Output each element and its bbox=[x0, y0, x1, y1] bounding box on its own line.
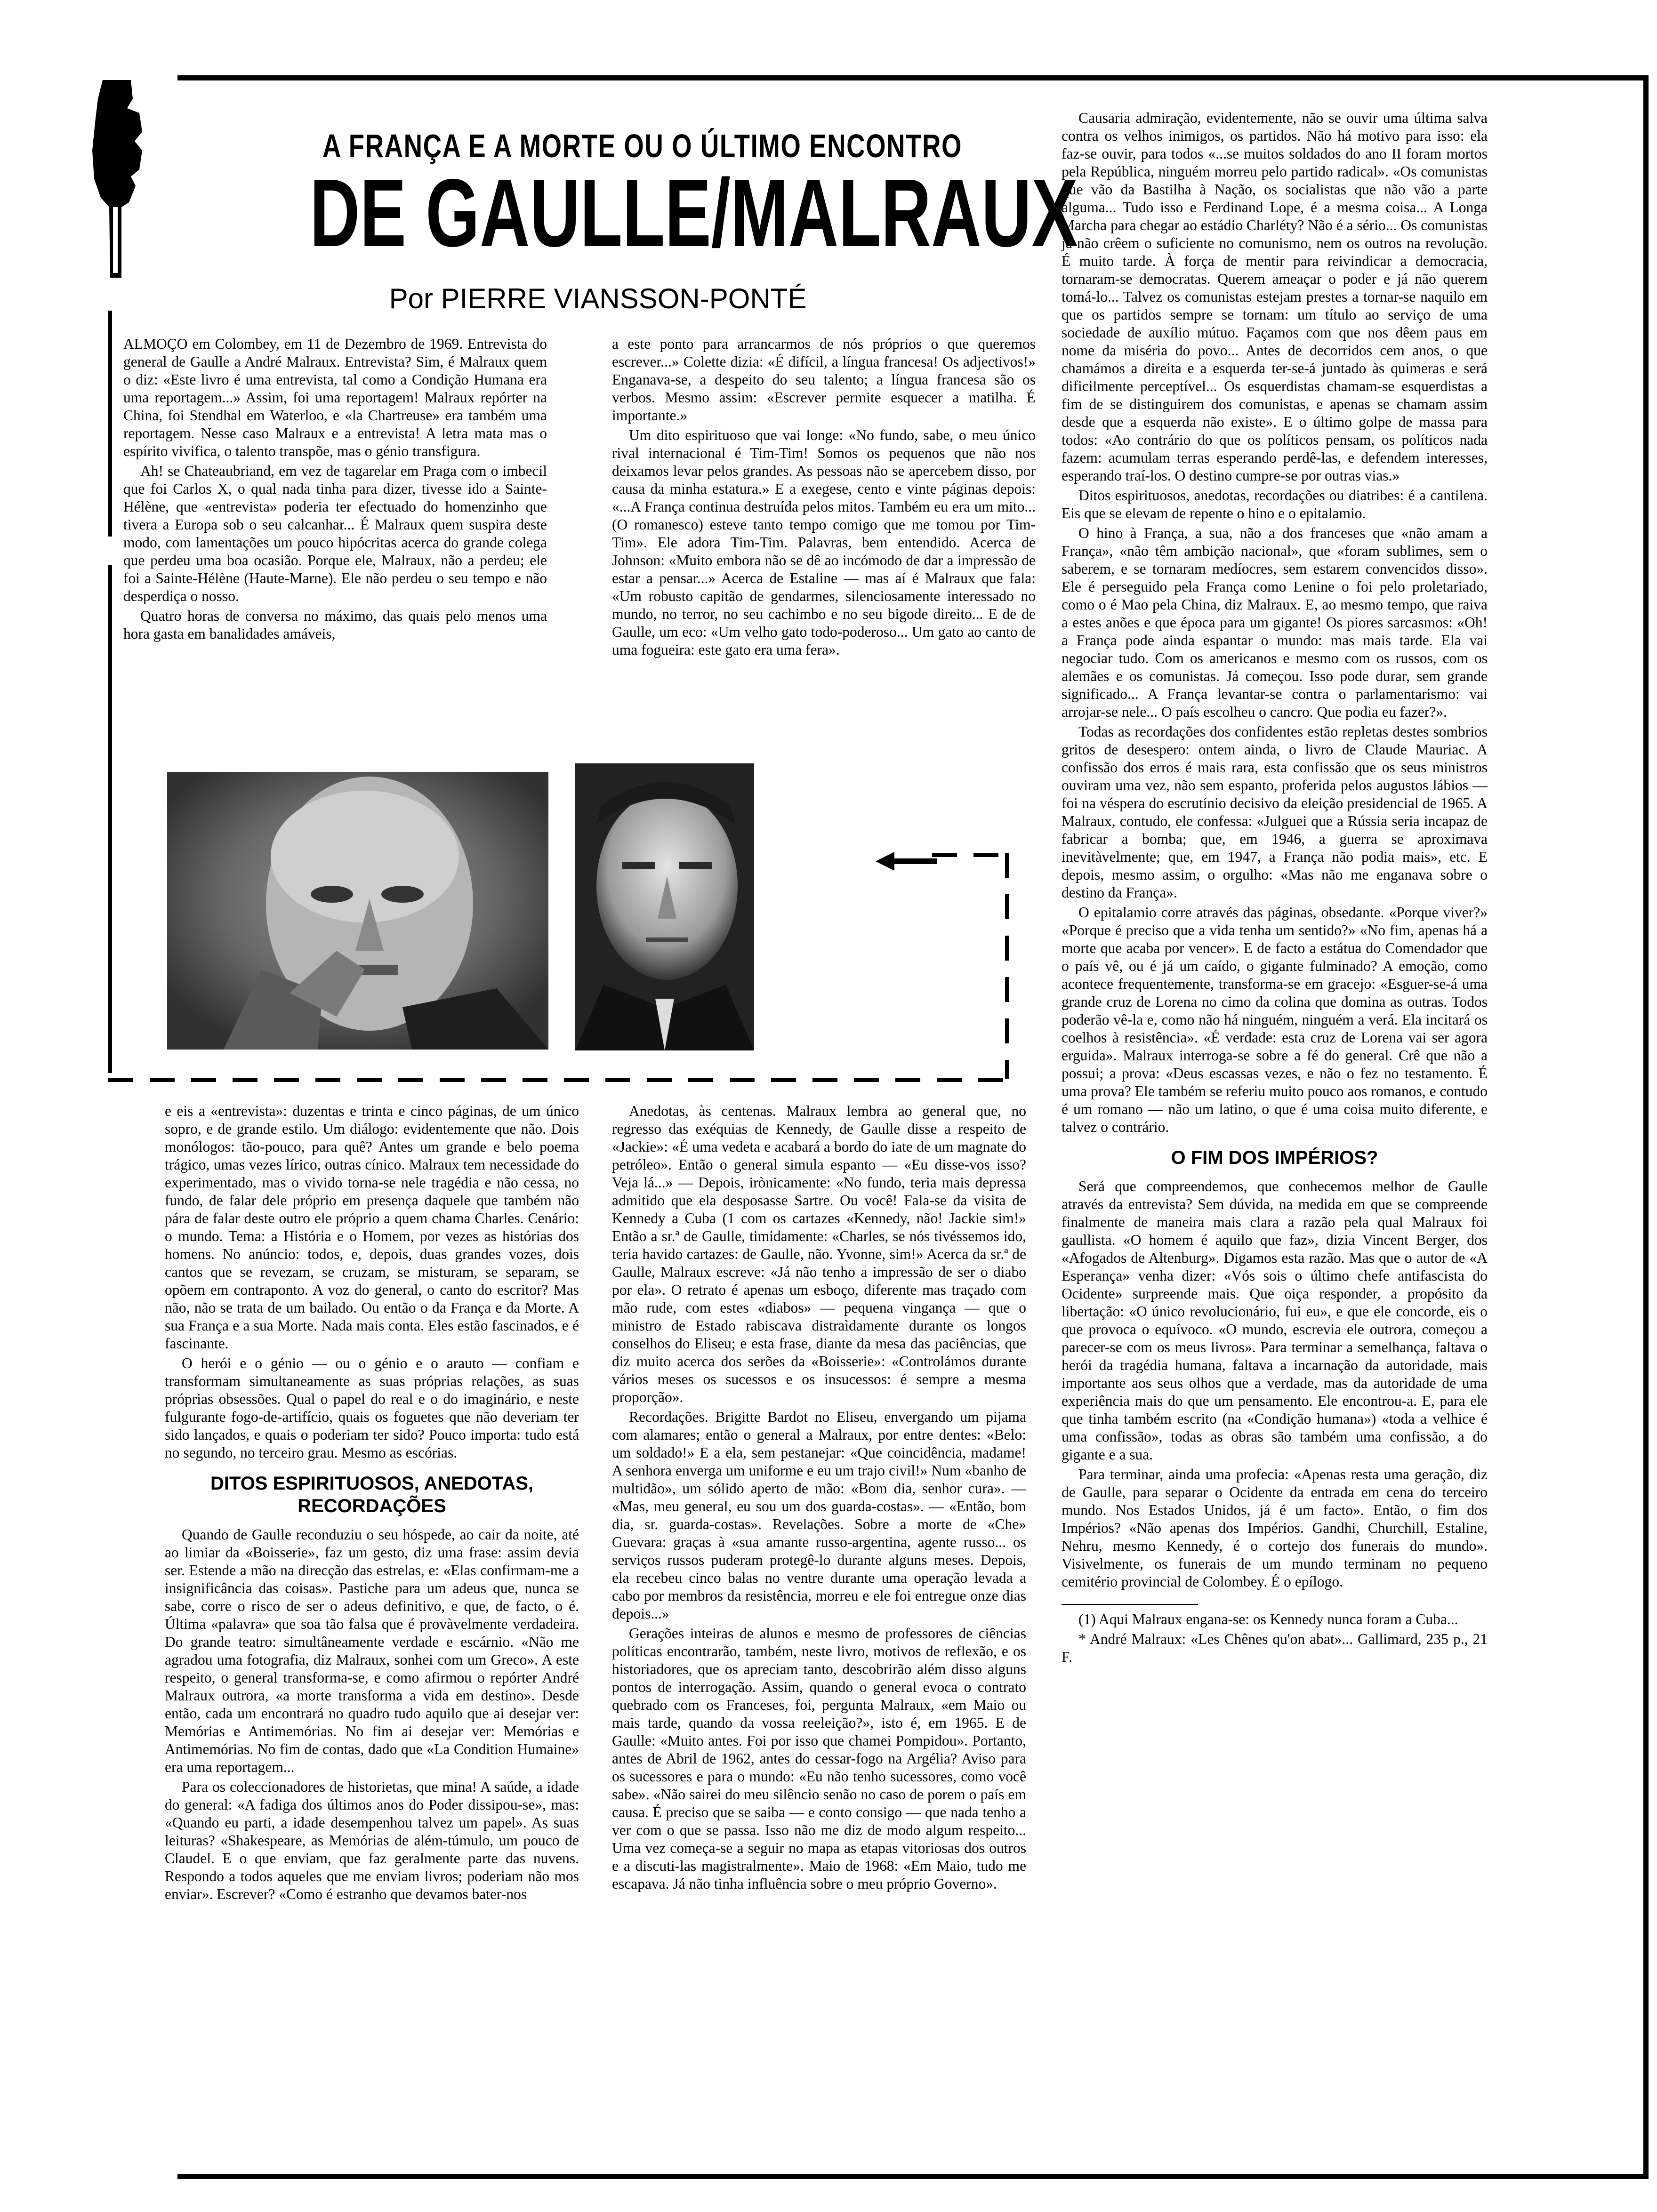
headline-title: DE GAULLE/MALRAUX bbox=[310, 159, 1078, 267]
article-paragraph: O herói e o génio — ou o génio e o arauto — confiam e transformam simultaneamente as suas próprias relações, as suas próprias obsessões. Qual o papel do real e o do imaginário, e neste fulgurante fogo-de-artifício, quais os foguetes que não deveriam ter sido lançados, e quais o poderiam ter sido? Pouco importa: tudo está no segundo, no terceiro grau. Mesmo as escórias. bbox=[165, 1355, 579, 1461]
article-paragraph: Será que compreendemos, que conhecemos melhor de Gaulle através da entrevista? Sem dúvida, na medida em que se compreende finalmente de maneira mais clara a razão pela qual Malraux foi gaullista. «O homem é aquilo que faz», dizia Vincent Berger, dos «Afogados de Altenburg». Digamos esta razão. Mas que o autor de «A Esperança» venha dizer: «Vós sois o último chefe antifascista do Ocidente» surpreende mais. Que oiça responder, a propósito da libertação: «O único revolucionário, fui eu», e que ele concorde, eis o que provoca o equívoco. «O mundo, escrevia ele outrora, começou a parecer-se com os meus livros». Para terminar a semelhança, faltava o herói da tragédia humana, faltava a incarnação da autoridade, mais importante aos seus olhos que a verdade, mas da autoridade de uma experiência mais do que um pensamento. Ele encontrou-a. E, para ele que tinha também escrito (na «Condição humana») «toda a velhice é uma confissão», todas as obras são também uma confissão, a do gigante e a sua. bbox=[1062, 1178, 1488, 1463]
left-margin-bar bbox=[108, 565, 112, 1073]
article-paragraph: e eis a «entrevista»: duzentas e trinta e cinco páginas, de um único sopro, e de grande estilo. Um diálogo: evidentemente que não. Dois monólogos: tão-pouco, para quê? Antes um grande e belo poema trágico, umas vezes lírico, outras cínico. Malraux tem necessidade do experimentado, mas o vivido torna-se nele tragédia e não cessa, no fundo, de falar dele próprio em presença daquele que também não pára de falar deste outro ele próprio a quem chama Charles. Cenário: o mundo. Tema: a História e o Homem, por vezes as histórias dos homens. No anúncio: todos, e, depois, duas grandes vozes, dois cantos que se revezam, se cruzam, se misturam, se separam, se opõem em contraponto. A voz do general, o canto do escritor? Mas não, não se trata de um bailado. Ou então o da França e da Morte. A sua França e a sua Morte. Nada mais conta. Eles estão fascinados, e é fascinante. bbox=[165, 1103, 579, 1352]
dashed-frame-bottom bbox=[108, 1078, 1009, 1082]
article-column-2-top bbox=[612, 335, 1036, 661]
article-paragraph: Gerações inteiras de alunos e mesmo de professores de ciências políticas encontrarão, também, neste livro, motivos de reflexão, e os historiadores, que os apreciam tanto, descobrirão além disso alguns pontos de interrogação. Assim, quando o general evoca o contrato quebrado com os Franceses, foi, pergunta Malraux, «em Maio ou mais tarde, quando da vossa reeleição?», isto é, em 1965. E de Gaulle: «Muito antes. Foi por isso que chamei Pompidou». Portanto, antes de Abril de 1962, antes do cessar-fogo na Argélia? Aviso para os sucessores e para o mundo: «Eu não tenho sucessores, como você sabe». «Não sairei do meu silêncio senão no caso de porem o país em causa. É preciso que se saiba — e conto consigo — que nada tenho a ver com o que se passa. Isso não me diz de modo algum respeito... Uma vez começa-se a seguir no mapa as etapas vitoriosas dos outros e a discuti-las magistralmente». Maio de 1968: «Em Maio, tudo me escapava. Já não tinha influência sobre o meu próprio Governo». bbox=[612, 1625, 1026, 1892]
article-paragraph: Todas as recordações dos confidentes estão repletas destes sombrios gritos de desespero: ontem ainda, o livro de Claude Mauriac. A confissão dos erros é mais rara, esta confissão que os seus ministros ouviram uma vez, não sem espanto, proferida pelos augustos lábios — foi na véspera do escrutínio decisivo da eleição presidencial de 1965. A Malraux, contudo, ele confessa: «Julguei que a Rússia seria incapaz de fabricar a bomba; que, em 1946, a guerra se aproximava inevitàvelmente; que, em 1947, a França não podia mais», etc. E depois, mesmo assim, o orgulho: «Mas não me enganava sobre o destino da França». bbox=[1062, 723, 1488, 901]
malraux-portrait bbox=[575, 763, 754, 1050]
pointing-hand-icon bbox=[84, 80, 145, 278]
article-paragraph: Quando de Gaulle reconduziu o seu hóspede, ao cair da noite, até ao limiar da «Boisserie», faz um gesto, diz uma frase: assim devia ser. Estende a mão na direcção das estrelas, e: «Elas confirmam-me a insignificância das coisas». Pastiche para um adeus que, nunca se sabe, corre o risco de ser o adeus definitivo, e que, de facto, o é. Última «palavra» que soa tão falsa que é provàvelmente verdadeira. Do grande teatro: simultâneamente verdade e escárnio. «Não me agradou uma fotografia, diz Malraux, sonhei com um Greco». A este respeito, o general transforma-se, e como afirmou o repórter André Malraux outrora, «a morte transforma a vida em destino». Desde então, cada um encontrará no quadro tudo aquilo que ai desejar ver: Memórias e Antimemórias. No fim ai desejar ver: Memórias e Antimemórias. No fim de contas, dado que «La Condition Humaine» era uma reportagem... bbox=[165, 1526, 579, 1775]
article-column-3 bbox=[1062, 109, 1488, 1668]
frame-right-rule bbox=[1643, 75, 1649, 2179]
article-column-1-top bbox=[123, 335, 547, 645]
article-paragraph: Um dito espirituoso que vai longe: «No fundo, sabe, o meu único rival internacional é Tim-Tim! Somos os pequenos que não nos deixamos levar pelos grandes. As pessoas não se apercebem disso, por causa da minha estatura.» E a exegese, cento e vinte páginas depois: «...A França continua destruída pelos mitos. Também eu era um mito... (O romanesco) esteve tanto tempo comigo que me tomou por Tim-Tim». Ele adora Tim-Tim. Palavras, bem entendido. Acerca de Johnson: «Muito embora não se dê ao incómodo de dar a impressão de estar a pensar...» Acerca de Estaline — mas aí é Malraux que fala: «Um robusto capitão de gendarmes, silenciosamente interessado no mundo, no terror, no seu cachimbo e no seu bigode direito... E de de Gaulle, um eco: «Um velho gato todo-poderoso... Um gato ao canto de uma fogueira: este gato era uma fera». bbox=[612, 427, 1036, 658]
left-margin-bar bbox=[108, 311, 112, 537]
article-paragraph: Causaria admiração, evidentemente, não se ouvir uma última salva contra os velhos inimigos, os partidos. Não há motivo para isso: ela faz-se ouvir, para todos «...se muitos soldados do ano II foram mortos pela República, ninguém morreu pelo partido radical». «Os comunistas que vão da Bastilha à Nação, os socialistas que não vão a parte alguma... Tudo isso e Ferdinand Lope, é a mesma coisa... A Longa Marcha para chegar ao estádio Charléty? Não é a sério... Os comunistas já não crêem o suficiente no comunismo, nem os outros na revolução. É muito tarde. À força de mentir para reivindicar a democracia, tornaram-se democratas. Querem ameaçar o poder e já não querem tomá-lo... Talvez os comunistas estejam prestes a tornar-se naquilo em que os partidos sempre se tornam: um título ao serviço de uma sociedade de auxílio mútuo. Façamos com que nos dêem paus em nome da miséria do povo... Antes de decorridos cem anos, o que chamámos a direita e a esquerda ter-se-á juntado às quimeras e será dificilmente perceptível... Os esquerdistas chamam-se esquerdistas a fim de se distinguirem dos comunistas, e apenas se chamam assim desde que a esquerda não existe». E o último golpe de massa para todos: «Ao contrário do que os políticos pensam, os políticos nada fazem: acumulam terras esperando perdê-las, e defendem interesses, esperando traí-los. O destino cumpre-se por outras vias.» bbox=[1062, 110, 1488, 484]
article-paragraph: Ditos espirituosos, anedotas, recordações ou diatribes: é a cantilena. Eis que se elevam de repente o hino e o epitalamio. bbox=[1062, 487, 1488, 521]
source-note: * André Malraux: «Les Chênes qu'on abat»... Gallimard, 235 p., 21 F. bbox=[1062, 1631, 1488, 1665]
article-paragraph: Para os coleccionadores de historietas, que mina! A saúde, a idade do general: «A fadiga dos últimos anos do Poder dissipou-se», mas: «Quando eu parti, a idade desempenhou talvez um papel». As suas leituras? «Shakespeare, as Memórias de além-túmulo, um pouco de Claudel. E o que enviam, que faz geralmente parte das nuvens. Respondo a todos aqueles que me enviam livros; poderiam não mos enviar». Escrever? «Como é estranho que devamos bater-nos bbox=[165, 1779, 579, 1902]
article-paragraph: Para terminar, ainda uma profecia: «Apenas resta uma geração, diz de Gaulle, para separar o Ocidente da entrada em cena do terceiro mundo. Nos Estados Unidos, já é um facto». Então, o fim dos Impérios? «Não apenas dos Impérios. Gandhi, Churchill, Estaline, Nehru, mesmo Kennedy, é o cortejo dos funerais do mundo». Visivelmente, os funerais de um mundo terminam no pequeno cemitério provincial de Colombey. É o epílogo. bbox=[1062, 1466, 1488, 1590]
de-gaulle-portrait bbox=[167, 772, 548, 1050]
article-column-1-bottom bbox=[165, 1102, 579, 1905]
footnote: (1) Aqui Malraux engana-se: os Kennedy nunca foram a Cuba... bbox=[1078, 1611, 1458, 1627]
headline-kicker: A FRANÇA E A MORTE OU O ÚLTIMO ENCONTRO bbox=[322, 128, 963, 164]
article-paragraph: Anedotas, às centenas. Malraux lembra ao general que, no regresso das exéquias de Kennedy, de Gaulle disse a respeito de «Jackie»: «É uma vedeta e acabará a bordo do iate de um magnate do petróleo». Então o general simula espanto — «Eu disse-vos isso? Veja lá...» — Depois, irònicamente: «No fundo, teria mais depressa admitido que ela desposasse Sartre. Ou você! Fala-se da visita de Kennedy a Cuba (1 com os cartazes «Kennedy, não! Jackie sim!» Então a sr.ª de Gaulle, timidamente: «Charles, se nós tivéssemos ido, teria havido cartazes: de Gaulle, não. Yvonne, sim!» Acerca da sr.ª de Gaulle, Malraux escreve: «Já não tenho a impressão de ser o diabo por ela». O retrato é apenas um esboço, diferente mas traçado com mão rude, com estes «diabos» — pequena vingança — que o ministro de Estado rabiscava distraìdamente durante os longos conselhos do Eliseu; e esta frase, diante da mesa das paciências, que diz muito acerca dos serões da «Boisserie»: «Controlámos durante vários meses os sucessos e os insucessos: é sempre a mesma proporção». bbox=[612, 1103, 1026, 1405]
article-paragraph: ALMOÇO em Colombey, em 11 de Dezembro de 1969. Entrevista do general de Gaulle a André Malraux. Entrevista? Sim, é Malraux quem o diz: «Este livro é uma entrevista, tal como a Condição Humana era uma reportagem...» Assim, foi uma reportagem! Malraux repórter na China, foi Stendhal em Waterloo, e «la Chartreuse» era também uma reportagem. Nesse caso Malraux e a entrevista! A letra mata mas o espírito vivifica, o talento transpõe, mas o génio transfigura. bbox=[123, 336, 547, 459]
byline: Por PIERRE VIANSSON-PONTÉ bbox=[389, 283, 807, 314]
frame-top-rule bbox=[177, 75, 1649, 80]
dashed-frame-top bbox=[932, 853, 1007, 857]
dashed-frame-right bbox=[1005, 853, 1009, 1079]
article-paragraph: Quatro horas de conversa no máximo, das quais pelo menos uma hora gasta em banalidades amáveis, bbox=[123, 608, 547, 642]
frame-bottom-rule bbox=[177, 2174, 1649, 2179]
article-paragraph: O epitalamio corre através das páginas, obsedante. «Porque viver?» «Porque é preciso que a vida tenha um sentido?» «No fim, apenas há a morte que acaba por vencer». E de facto a estátua do Comendador que o país vê, ou é já um caído, o gigante fulminado? A emoção, como acontece frequentemente, transforma-se em gracejo: «Esguer-se-á uma grande cruz de Lorena no cimo da colina que domina as outras. Todos poderão vê-la e, como não há ninguém, ninguém a verá. Ela incitará os coelhos à resistência». «É verdade: esta cruz de Lorena vai ser agora erguida». Malraux interroga-se sobre a fé do general. Crê que não a possui; a prova: «Deus escassas vezes, e não o fez no testamento. É uma prova? Ele também se referiu muito pouco aos romanos, e contudo é um romano — não um latino, o que é uma coisa muito diferente, e talvez o contrário. bbox=[1062, 904, 1488, 1135]
footnote-separator bbox=[1062, 1604, 1198, 1605]
article-paragraph: O hino à França, a sua, não a dos franceses que «não amam a França», «não têm ambição nacional», que «foram sublimes, sem o saberem, e se tornaram medíocres, sem estarem convencidos disso». Ele é perseguido pela França como Lenine o foi pelo proletariado, como o é Mao pela China, diz Malraux. E, ao mesmo tempo, que raiva a estes anões e que época para um gigante! Os piores sarcasmos: «Oh! a França pode ainda espantar o mundo: mas mais tarde. Ela vai negociar tudo. Com os americanos e mesmo com os russos, com os alemães e os comunistas. Já começou. Isso pode durar, sem grande significado... A França levantar-se contra o parlamentarismo: vai arrojar-se nele... O país escolheu o cancro. Que podia eu fazer?». bbox=[1062, 525, 1488, 720]
article-paragraph: a este ponto para arrancarmos de nós próprios o que queremos escrever...» Colette dizia: «É difícil, a língua francesa! Os adjectivos!» Enganava-se, a despeito do seu talento; a língua francesa são os verbos. Mesmo assim: «Escrever permite esquecer a matilha. É importante.» bbox=[612, 336, 1036, 424]
article-paragraph: Recordações. Brigitte Bardot no Eliseu, envergando um pijama com alamares; então o general a Malraux, por entre dentes: «Belo: um soldado!» E a ela, sem pestanejar: «Que coincidência, madame! A senhora enverga um uniforme e eu um trajo civil!» Num «banho de multidão», um sólido aperto de mão: «Bom dia, senhor cura». — «Mas, meu general, eu sou um dos guarda-costas». — «Então, bom dia, sr. guarda-costas». Revelações. Sobre a morte de «Che» Guevara: graças à «sua amante russo-argentina, agente russo... os serviços russos puderam protegê-lo durante alguns meses. Depois, ela recebeu cinco balas no ventre durante uma operação levada a cabo por membros da resistência, morreu e ele foi entregue onze dias depois...» bbox=[612, 1409, 1026, 1622]
article-paragraph: Ah! se Chateaubriand, em vez de tagarelar em Praga com o imbecil que foi Carlos X, o qual nada tinha para dizer, tivesse ido a Sainte-Hélène, que «entrevista» poderia ter efectuado do homenzinho que tivera a Europa sob o seu calcanhar... É Malraux quem suspira deste modo, com lamentações um pouco hipócritas acerca do grande colega que perdeu uma boa ocasião. Porque ele, Malraux, não a perdeu; ele foi a Sainte-Hélène (Haute-Marne). Ele não perdeu o seu tempo e não desperdiça o nosso. bbox=[123, 463, 547, 604]
arrow-left-icon bbox=[876, 852, 941, 871]
section-subheading: O FIM DOS IMPÉRIOS? bbox=[1171, 1147, 1378, 1168]
section-subheading: DITOS ESPIRITUOSOS, ANEDOTAS, RECORDAÇÕES bbox=[210, 1473, 533, 1516]
article-column-2-bottom bbox=[612, 1102, 1026, 1895]
